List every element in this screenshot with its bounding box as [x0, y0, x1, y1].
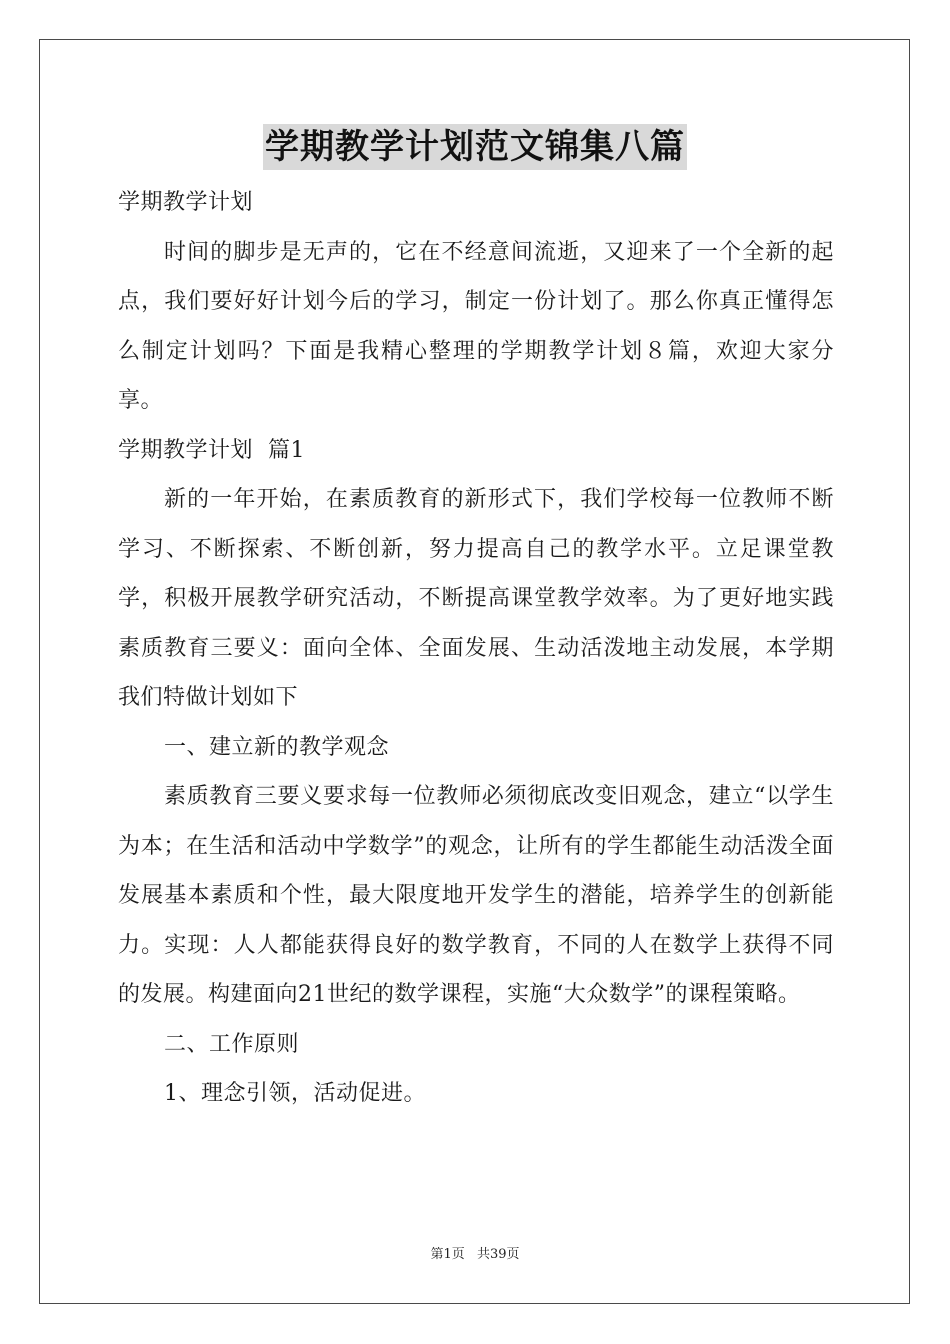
paragraph-chapter-intro: 新的一年开始，在素质教育的新形式下，我们学校每一位教师不断学习、不断探索、不断创新，努力提高自己的教学水平。立足课堂教学，积极开展教学研究活动，不断提高课堂教学效率。为了更好地实践素质教育三要义：面向全体、全面发展、生动活泼地主动发展，本学期我们特做计划如下 [118, 487, 834, 710]
page-number: 第1页 [430, 1247, 465, 1262]
document-title: 学期教学计划范文锦集八篇 [263, 124, 687, 170]
page-footer [0, 1246, 950, 1264]
title-container [0, 124, 950, 170]
paragraph-chapter-heading: 学期教学计划 篇1 [118, 437, 305, 463]
paragraph-item-1: 1、理念引领，活动促进。 [164, 1081, 426, 1106]
paragraph-intro: 时间的脚步是无声的，它在不经意间流逝，又迎来了一个全新的起点，我们要好好计划今后的学习，制定一份计划了。那么你真正懂得怎么制定计划吗？下面是我精心整理的学期教学计划８篇，欢迎大家分享。 [118, 239, 834, 413]
paragraph-concept: 素质教育三要义要求每一位教师必须彻底改变旧观念，建立“以学生为本；在生活和活动中学数学”的观念，让所有的学生都能生动活泼全面发展基本素质和个性，最大限度地开发学生的潜能，培养学生的创新能力。实现：人人都能获得良好的数学教育，不同的人在数学上获得不同的发展。构建面向21世纪的数学课程，实施“大众数学”的课程策略。 [118, 784, 834, 1007]
paragraph-heading-2: 二、工作原则 [164, 1031, 300, 1057]
paragraph-heading-1: 一、建立新的教学观念 [164, 734, 390, 760]
page-total: 共39页 [476, 1247, 520, 1262]
document-body [118, 178, 834, 1119]
paragraph-section-label: 学期教学计划 [118, 190, 254, 215]
